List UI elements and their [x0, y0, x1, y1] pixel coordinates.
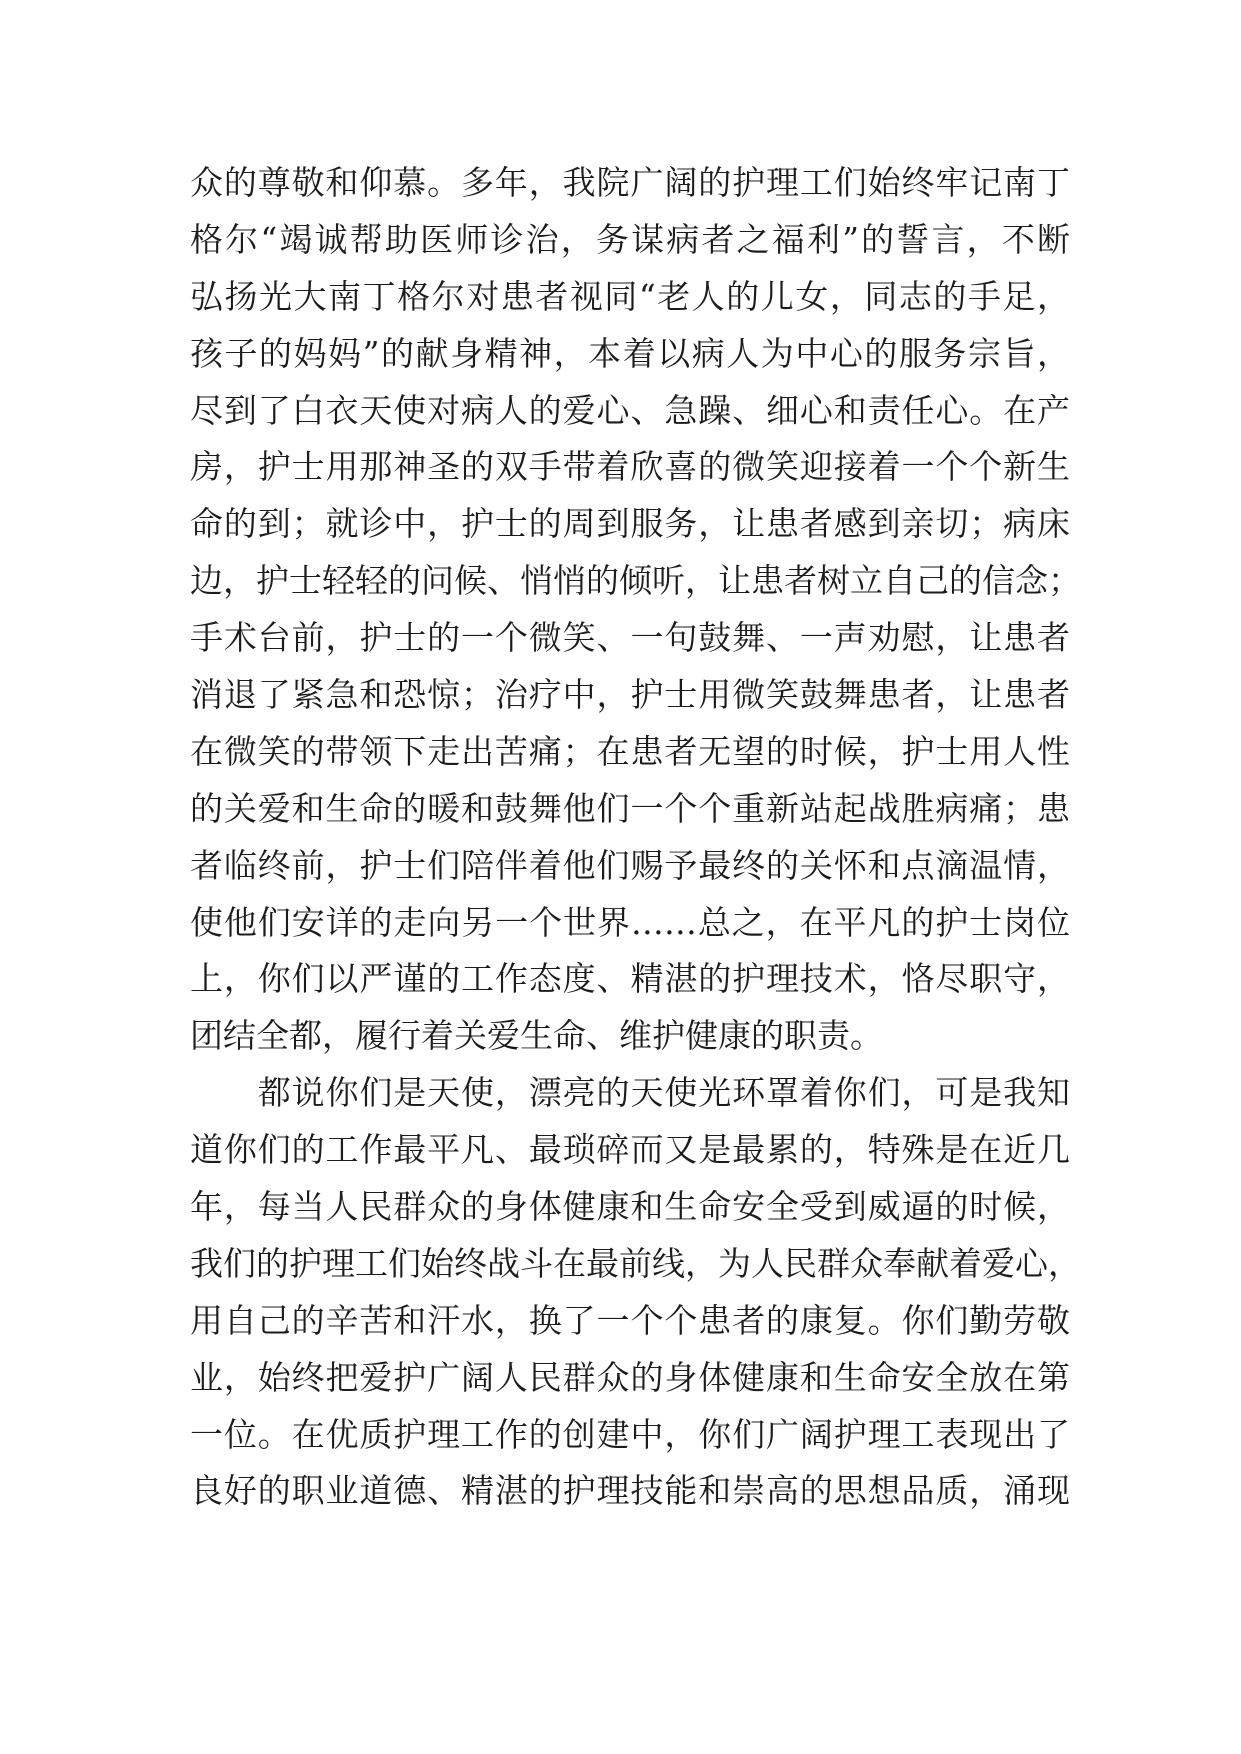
text-line: 消退了紧急和恐惊；治疗中，护士用微笑鼓舞患者，让患者 [190, 675, 1070, 715]
body-text [190, 155, 1081, 1520]
text-line: 使他们安详的走向另一个世界……总之，在平凡的护士岗位 [190, 902, 1070, 942]
text-line: 弘扬光大南丁格尔对患者视同“老人的儿女，同志的手足， [190, 276, 1070, 316]
text-line: 我们的护理工们始终战斗在最前线，为人民群众奉献着爱心， [190, 1243, 1081, 1283]
text-line: 年，每当人民群众的身体健康和生命安全受到威逼的时候， [190, 1187, 1070, 1227]
text-line: 在微笑的带领下走出苦痛；在患者无望的时候，护士用人性 [190, 731, 1070, 771]
text-line: 的关爱和生命的暖和鼓舞他们一个个重新站起战胜病痛；患 [190, 788, 1070, 828]
text-line: 命的到；就诊中，护士的周到服务，让患者感到亲切；病床 [190, 504, 1070, 544]
text-line: 手术台前，护士的一个微笑、一句鼓舞、一声劝慰，让患者 [190, 618, 1070, 658]
text-line: 众的尊敬和仰慕。多年，我院广阔的护理工们始终牢记南丁 [190, 163, 1070, 202]
text-line: 团结全都，履行着关爱生命、维护健康的职责。 [190, 1016, 883, 1056]
text-line: 道你们的工作最平凡、最琐碎而又是最累的，特殊是在近几 [190, 1130, 1070, 1170]
text-line: 一位。在优质护理工作的创建中，你们广阔护理工表现出了 [190, 1414, 1070, 1454]
text-line: 上，你们以严谨的工作态度、精湛的护理技术，恪尽职守， [190, 959, 1070, 999]
paragraph-1 [190, 155, 1081, 1065]
text-line: 尽到了白衣天使对病人的爱心、急躁、细心和责任心。在产 [190, 390, 1070, 430]
text-line: 都说你们是天使，漂亮的天使光环罩着你们，可是我知 [190, 1073, 1070, 1113]
text-line: 格尔“竭诚帮助医师诊治，务谋病者之福利”的誓言，不断 [190, 219, 1070, 259]
text-line: 边，护士轻轻的问候、悄悄的倾听，让患者树立自己的信念； [190, 561, 1081, 601]
text-line: 用自己的辛苦和汗水，换了一个个患者的康复。你们勤劳敬 [190, 1300, 1070, 1340]
text-line: 业，始终把爱护广阔人民群众的身体健康和生命安全放在第 [190, 1357, 1070, 1397]
text-line: 良好的职业道德、精湛的护理技能和崇高的思想品质，涌现 [190, 1471, 1070, 1511]
text-line: 孩子的妈妈”的献身精神，本着以病人为中心的服务宗旨， [190, 333, 1070, 373]
text-line: 者临终前，护士们陪伴着他们赐予最终的关怀和点滴温情， [190, 845, 1070, 885]
text-line: 房，护士用那神圣的双手带着欣喜的微笑迎接着一个个新生 [190, 447, 1070, 487]
paragraph-2 [190, 1065, 1081, 1520]
